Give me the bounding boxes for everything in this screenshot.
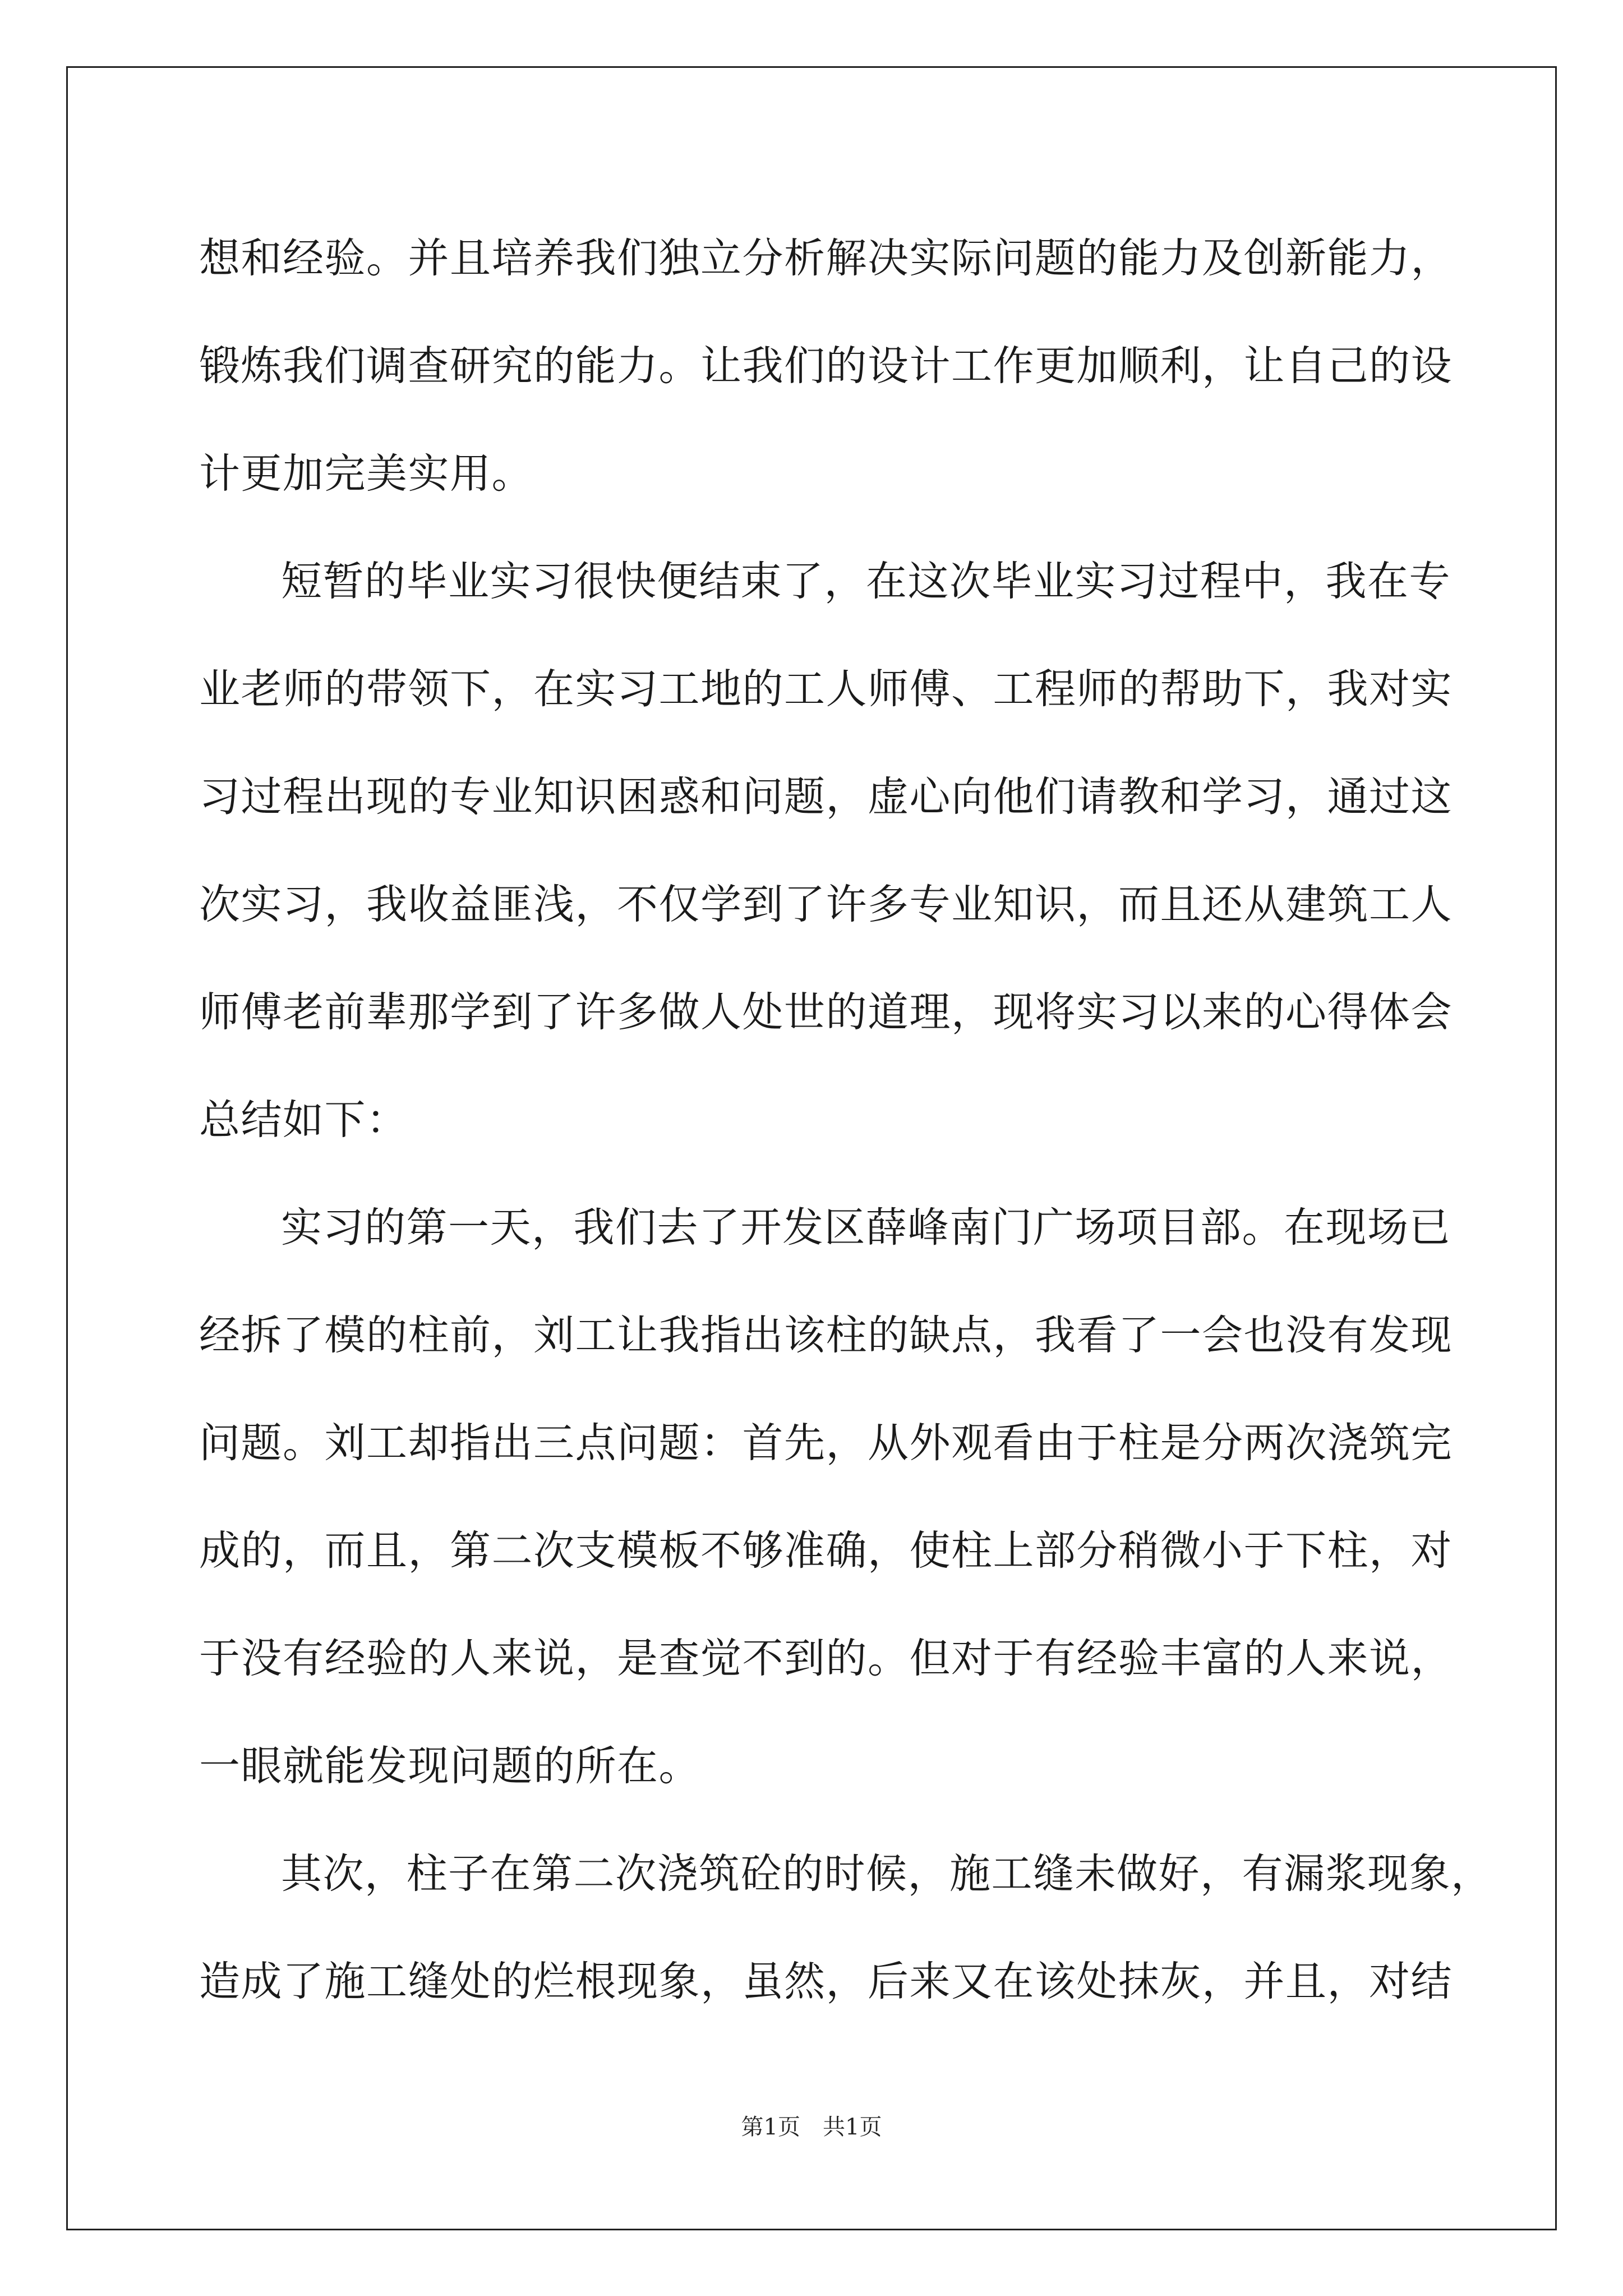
paragraph-first-line: 实习的第一天，我们去了开发区薛峰南门广场项目部。在现场已 bbox=[281, 1204, 1451, 1251]
text-line: 想和经验。并且培养我们独立分析解决实际问题的能力及创新能力， bbox=[199, 234, 1453, 282]
text-line: 总结如下： bbox=[199, 1096, 408, 1144]
paragraph-first-line: 短暂的毕业实习很快便结束了，在这次毕业实习过程中，我在专 bbox=[281, 558, 1451, 605]
text-line: 问题。刘工却指出三点问题：首先，从外观看由于柱是分两次浇筑完 bbox=[199, 1419, 1453, 1467]
text-line: 成的，而且，第二次支模板不够准确，使柱上部分稍微小于下柱，对 bbox=[199, 1527, 1453, 1575]
text-line: 习过程出现的专业知识困惑和问题，虚心向他们请教和学习，通过这 bbox=[199, 773, 1453, 821]
text-line: 师傅老前辈那学到了许多做人处世的道理，现将实习以来的心得体会 bbox=[199, 988, 1453, 1036]
document-body bbox=[199, 205, 1493, 2036]
text-line: 经拆了模的柱前，刘工让我指出该柱的缺点，我看了一会也没有发现 bbox=[199, 1312, 1453, 1359]
text-line: 造成了施工缝处的烂根现象，虽然，后来又在该处抹灰，并且，对结 bbox=[199, 1958, 1453, 2005]
text-line: 一眼就能发现问题的所在。 bbox=[199, 1742, 700, 1790]
paragraph-first-line: 其次，柱子在第二次浇筑砼的时候，施工缝未做好，有漏浆现象， bbox=[281, 1850, 1493, 1898]
text-line: 业老师的带领下，在实习工地的工人师傅、工程师的帮助下，我对实 bbox=[199, 665, 1453, 713]
text-line: 计更加完美实用。 bbox=[199, 450, 533, 498]
text-line: 次实习，我收益匪浅，不仅学到了许多专业知识，而且还从建筑工人 bbox=[199, 881, 1453, 928]
page-number-footer: 第1页 共1页 bbox=[741, 2114, 882, 2140]
text-line: 锻炼我们调查研究的能力。让我们的设计工作更加顺利，让自己的设 bbox=[199, 342, 1453, 390]
text-line: 于没有经验的人来说，是查觉不到的。但对于有经验丰富的人来说， bbox=[199, 1635, 1453, 1682]
